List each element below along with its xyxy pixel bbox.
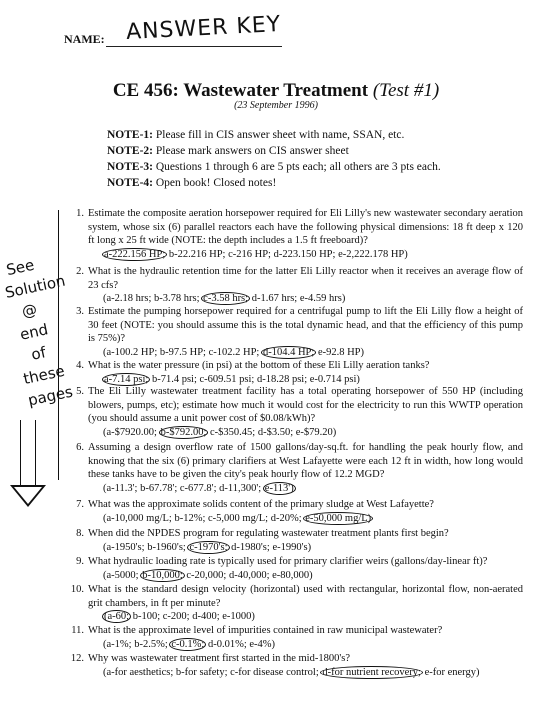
answer-choices [103,666,533,680]
answer-choice: c-216 HP; [228,248,271,260]
answer-choice: b-97.5 HP; [159,346,206,358]
answer-choice: b-3.78 hrs; [154,293,200,304]
answer-choice: c-609.51 psi; [199,373,255,385]
answer-choice-circled: (a-60; [104,611,130,622]
answer-choices [103,248,533,262]
answer-choice: c-102.2 HP; [208,346,260,358]
arrow-shaft [20,420,36,490]
answer-choice: c-200; [162,611,190,622]
note-label: NOTE-3: [107,161,153,173]
question-text: What was the approximate solids content of the primary sludge at West Lafayette? [88,499,434,510]
answer-choice-circled: b-10,000; [142,569,183,581]
answer-choice: d-11,300'; [219,482,262,494]
answer-choice: d-18.28 psi; [256,373,308,385]
question-number: 3. [76,306,84,317]
answer-choice: (a-11.3'; [103,482,138,494]
answer-choice-circled: e-113') [264,482,294,494]
question-text: What is the standard design velocity (horizontal) used with rectangular, horizontal flow, non-aerated grit chambers, in ft per minute? [88,584,523,609]
answer-choice: b-67.78'; [140,482,178,494]
question-number: 10. [70,584,84,595]
question-number: 7. [76,499,84,510]
answer-choice: (a-for aesthetics; [103,666,174,678]
name-underline [106,46,282,47]
answer-choices [103,482,533,496]
exam-title [0,80,552,102]
answer-choices [103,512,533,526]
answer-choices [103,569,533,583]
answer-choices [103,373,533,387]
answer-choice: b-2.5%; [134,638,168,650]
note-item [107,143,441,159]
answer-choice: c-5,000 mg/L; [208,512,269,524]
answer-choice: d-0.01%; [207,638,247,650]
answer-choice: c-20,000; [186,569,227,581]
handwritten-name: ANSWER KEY [125,11,282,46]
answer-choice: d-223.150 HP; [273,248,336,260]
answer-choice: (a-2.18 hrs; [103,293,152,304]
test-label: (Test #1) [372,80,440,101]
answer-choice: (a-1950's; [103,541,145,553]
note-text: Please mark answers on CIS answer sheet [153,145,349,157]
answer-choice-circled: a-7.14 psi; [104,373,149,385]
answer-choice: d-$3.50; [257,426,294,438]
answer-choices [103,610,533,624]
answer-choice: (a-$7920.00; [103,426,157,438]
question-number: 11. [71,625,84,636]
margin-bracket [58,210,69,480]
answer-choice: e-2,222.178 HP) [338,248,408,260]
question-text: Assuming a design overflow rate of 1500 gallons/day-sq.ft. for handling the peak hourly flow, and knowing that the six (6) primary clarifiers at West Lafayette were each 12 ft in width, how long would these tanks have to be given the city's peak hourly flow of 12.2 MGD? [88,442,523,480]
note-label: NOTE-1: [107,129,153,141]
answer-choice: e-$79.20) [295,426,337,438]
question-number: 4. [76,360,84,371]
note-item [107,159,441,175]
note-text: Please fill in CIS answer sheet with name, SSAN, etc. [153,129,405,141]
question-number: 2. [76,266,84,277]
answer-choice: (a-10,000 mg/L; [103,512,172,524]
exam-date: (23 September 1996) [234,100,318,111]
answer-choices [103,638,533,652]
answer-choices [103,292,533,306]
name-label: NAME: [64,32,105,46]
answer-choice-circled: e-50,000 mg/L) [305,512,372,524]
answer-choices [103,426,533,440]
course-title: CE 456: Wastewater Treatment [112,80,369,101]
answer-choice: e-80,000) [272,569,313,581]
question-number: 9. [76,556,84,567]
question-text: What hydraulic loading rate is typically used for primary clarifier weirs (gallons/day-linear ft)? [88,556,488,567]
answer-choice: e-92.8 HP) [317,346,365,358]
question-number: 12. [70,653,84,664]
answer-choice-circled: d-104.4 HP; [262,346,315,358]
answer-choice: b-for safety; [175,666,228,678]
question-text: Estimate the pumping horsepower required for a centrifugal pump to lift the Eli Lilly flow a height of 30 feet (NOTE: you should assume this is the total dynamic head, and that the efficiency of this pump is 75%)? [88,306,523,344]
question-text: When did the NPDES program for regulating wastewater treatment plants first begin? [88,528,449,539]
answer-choice-circled: c-3.58 hrs; [203,293,249,304]
answer-choices [103,541,533,555]
question-text: Estimate the composite aeration horsepower required for Eli Lilly's new wastewater secondary aeration system, whose six (6) parallel reactors each have the following physical dimensions: 18 ft deep x 120 ft long x 25 ft wide (NOTE: the depth includes a 1.5 ft freeboard)? [88,208,523,246]
question-text: Why was wastewater treatment first started in the mid-1800's? [88,653,350,664]
down-arrow-inner [14,487,42,504]
answer-choice: c-677.8'; [179,482,217,494]
answer-choice-circled: b-$792.00; [160,426,207,438]
answer-choice: d-1.67 hrs; [251,293,298,304]
answer-choice: e-1000) [222,611,255,622]
answer-choice-circled: c-1970's; [189,541,228,553]
note-item [107,175,441,191]
answer-choice: e-4.59 hrs) [299,293,346,304]
question-text: The Eli Lilly wastewater treatment facility has a total operating horsepower of 550 HP (including blowers, pumps, etc); estimate how much it would cost for the electricity to run this WWTP operation (you should assume a unit power cost of $0.08/kWh)? [88,386,523,424]
question-number: 1. [76,208,84,219]
answer-choice: e-0.714 psi) [309,373,360,385]
answer-choice-circled: d-for nutrient recovery; [322,666,421,678]
answer-choice: c-$350.45; [210,426,256,438]
question-text: What is the water pressure (in psi) at the bottom of these Eli Lilly aeration tanks? [88,360,430,371]
answer-choice-circled: a-222.156 HP; [104,248,166,260]
answer-choice: (a-1%; [103,638,132,650]
notes-block [107,127,441,191]
answer-choice: b-12%; [174,512,206,524]
answer-choice-circled: c-0.1%; [171,638,205,650]
note-label: NOTE-4: [107,177,153,189]
answer-choice: d-1980's; [231,541,270,553]
answer-choice: e-1990's) [272,541,312,553]
question-number: 8. [76,528,84,539]
note-text: Open book! Closed notes! [153,177,277,189]
answer-choice: b-22.216 HP; [168,248,226,260]
note-text: Questions 1 through 6 are 5 pts each; all others are 3 pts each. [153,161,441,173]
margin-handwritten-note: See Solution @ end of these pages [3,255,75,410]
question-number: 5. [76,386,84,397]
answer-choice: d-20%; [270,512,302,524]
note-item [107,127,441,143]
answer-choice: (a-5000; [103,569,139,581]
name-field [64,11,294,52]
answer-choice: e-4%) [249,638,276,650]
note-label: NOTE-2: [107,145,153,157]
answer-choice: b-1960's; [147,541,186,553]
answer-choice: c-for disease control; [230,666,319,678]
answer-choices [103,346,533,360]
answer-choice: b-100; [132,611,161,622]
answer-choice: d-40,000; [228,569,270,581]
answer-choice: d-400; [192,611,220,622]
question-number: 6. [76,442,84,453]
answer-choice: (a-100.2 HP; [103,346,158,358]
answer-choice: e-for energy) [424,666,480,678]
question-text: What is the hydraulic retention time for the latter Eli Lilly reactor when it receives an average flow of 23 cfs? [88,266,523,291]
answer-choice: b-71.4 psi; [151,373,197,385]
question-text: What is the approximate level of impurities contained in raw municipal wastewater? [88,625,443,636]
